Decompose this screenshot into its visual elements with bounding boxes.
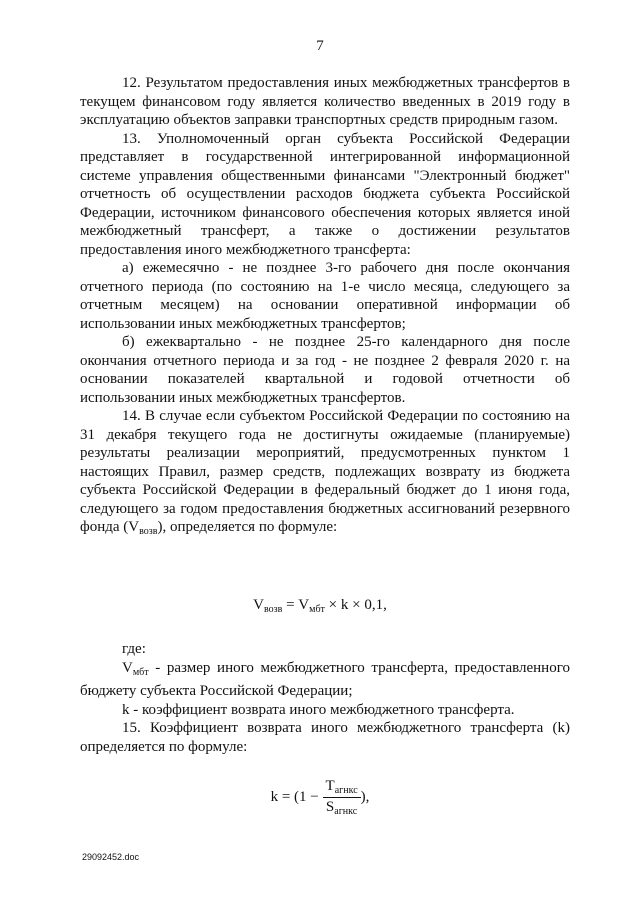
k-definition: k - коэффициент возврата иного межбюджетного трансферта. bbox=[122, 701, 515, 718]
paragraph-13: 13. Уполномоченный орган субъекта Российской Федерации представляет в государственной интегрированной информационной системе управления общественными финансами "Электронный бюджет" отчетность об осуществлении расходов бюджета субъекта Российской Федерации, источником финансового обеспечения которых является иной межбюджетный трансферт, а также о достижении результатов предоставления иного межбюджетного трансферта: bbox=[80, 130, 570, 258]
footer-filename: 29092452.doc bbox=[82, 852, 140, 862]
formula-lhs-subscript: возв bbox=[264, 604, 283, 615]
formula-fraction bbox=[323, 778, 361, 817]
paragraph-13a: а) ежемесячно - не позднее 3-го рабочего дня после окончания отчетного периода (по состоянию на 1-е число месяца, следующего за отчетным месяцем) на основании оперативной информации об использовании иных межбюджетных трансфертов; bbox=[80, 260, 570, 332]
formula-k-tail: ), bbox=[360, 788, 370, 805]
paragraph-15: 15. Коэффициент возврата иного межбюджетного трансферта (k) определяется по формуле: bbox=[80, 720, 570, 755]
paragraph-13b: б) ежеквартально - не позднее 25-го календарного дня после окончания отчетного периода и за год - не позднее 2 февраля 2020 г. на основании показателей квартальной и годовой отчетности об использовании иных межбюджетных трансфертов. bbox=[80, 334, 570, 406]
formula-rest: × k × 0,1, bbox=[324, 597, 387, 613]
paragraph-14 bbox=[80, 407, 570, 542]
vmbt-definition-text: - размер иного межбюджетного трансферта, предоставленного бюджету субъекта Российской Федерации; bbox=[80, 659, 570, 699]
vmbt-subscript: мбт bbox=[132, 666, 149, 678]
formula-vozv: $V_{возв} = V_{мбт} \times k \times 0,1$, bbox=[253, 597, 387, 615]
numerator-subscript: агнкс bbox=[334, 785, 358, 796]
formula-rhs-subscript: мбт bbox=[309, 604, 325, 615]
paragraph-14-end: ), определяется по формуле: bbox=[157, 519, 338, 535]
fraction-numerator: $T_{агнкс}$ bbox=[323, 778, 361, 798]
denominator-subscript: агнкс bbox=[334, 806, 358, 817]
formula-k-lhs: k = (1 − bbox=[270, 788, 323, 805]
definitions bbox=[80, 640, 570, 756]
document-body bbox=[80, 74, 570, 542]
paragraph-14-text: 14. В случае если субъектом Российской Федерации по состоянию на 31 декабря текущего года не достигнуты ожидаемые (планируемые) результаты реализации мероприятий, предусмотренных пунктом 1 настоящих Правил, размер средств, подлежащих возврату из бюджета субъекта Российской Федерации в федеральный бюджет до 1 июня года, следующего за годом предоставления бюджетных ассигнований резервного фонда (V bbox=[80, 408, 570, 535]
formula-k bbox=[0, 778, 640, 817]
fraction-denominator: $S_{агнкс}$ bbox=[325, 799, 358, 817]
where-label: где: bbox=[122, 641, 146, 657]
paragraph-12: 12. Результатом предоставления иных межбюджетных трансфертов в текущем финансовом году является количество введенных в 2019 году в эксплуатацию объектов заправки транспортных средств природным газом. bbox=[80, 75, 570, 128]
v-vozv-subscript: возв bbox=[139, 526, 158, 537]
vmbt-definition: $V_{мбт}$ - размер иного межбюджетного трансферта, предоставленного бюджету субъекта Российской Федерации; bbox=[80, 659, 570, 699]
page-number: 7 bbox=[316, 38, 324, 54]
